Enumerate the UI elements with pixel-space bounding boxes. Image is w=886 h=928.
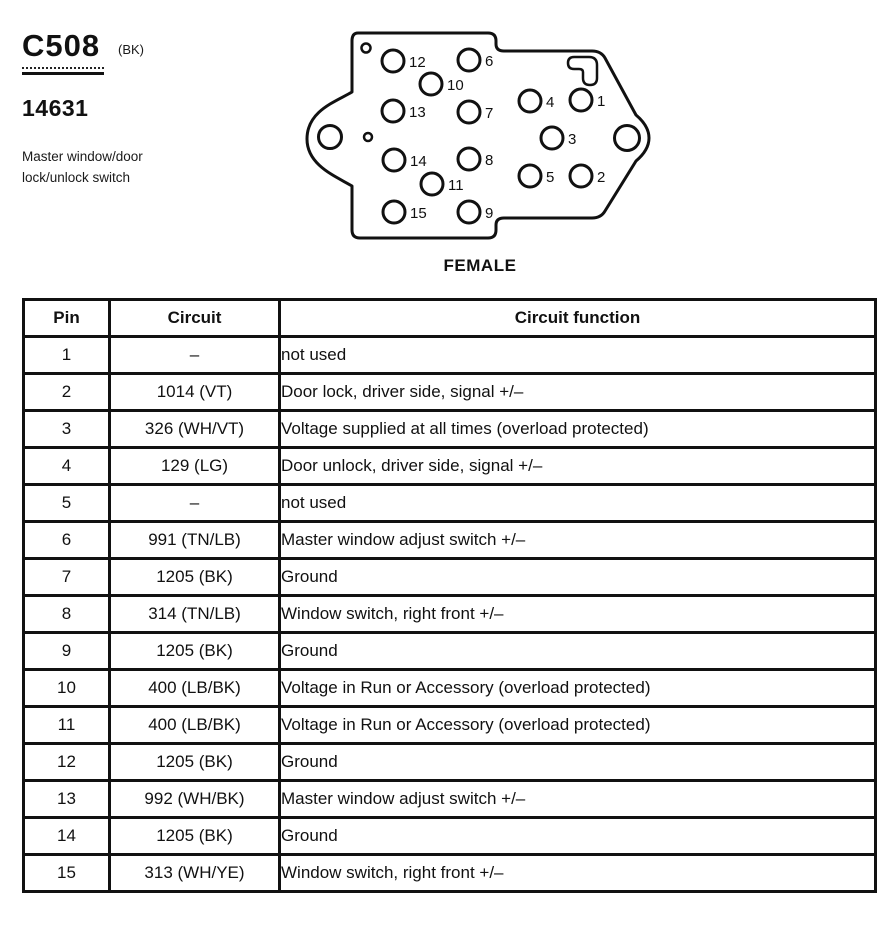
function-cell: Ground (280, 559, 876, 596)
description-line-2: lock/unlock switch (22, 170, 131, 185)
function-cell: Ground (280, 818, 876, 855)
circuit-cell: 313 (WH/YE) (110, 855, 280, 892)
table-row (24, 855, 876, 892)
circuit-cell: 400 (LB/BK) (110, 707, 280, 744)
pin-cell: 3 (24, 411, 110, 448)
pin-11-hole (421, 173, 443, 195)
circuit-cell: 992 (WH/BK) (110, 781, 280, 818)
pin-14-label: 14 (410, 153, 427, 170)
circuit-cell: 1014 (VT) (110, 374, 280, 411)
pin-9-label: 9 (485, 205, 494, 222)
pin-7-hole (458, 101, 480, 123)
alignment-hole-top (362, 44, 371, 53)
table-row (24, 596, 876, 633)
alignment-hole-mid (364, 133, 372, 141)
function-cell: Master window adjust switch +/– (280, 781, 876, 818)
pin-cell: 6 (24, 522, 110, 559)
table-row (24, 559, 876, 596)
description-line-1: Master window/door (22, 149, 143, 164)
connector-description (22, 146, 143, 188)
connector-id: C508 (22, 28, 101, 63)
pin-1-label: 1 (597, 93, 606, 110)
connector-id-underline (22, 67, 104, 75)
pin-8-label: 8 (485, 152, 494, 169)
function-cell: Voltage in Run or Accessory (overload protected) (280, 707, 876, 744)
pin-3-label: 3 (568, 131, 577, 148)
circuit-cell: 314 (TN/LB) (110, 596, 280, 633)
pin-9-hole (458, 201, 480, 223)
function-cell: Door lock, driver side, signal +/– (280, 374, 876, 411)
table-row (24, 781, 876, 818)
pin-1-hole (570, 89, 592, 111)
table-row (24, 374, 876, 411)
pinout-table (22, 298, 877, 893)
pin-cell: 5 (24, 485, 110, 522)
pin-15-label: 15 (410, 205, 427, 222)
column-header-circuit-function: Circuit function (280, 300, 876, 337)
pin-6-hole (458, 49, 480, 71)
table-row (24, 485, 876, 522)
pin-12-label: 12 (409, 54, 426, 71)
pin-5-hole (519, 165, 541, 187)
pin-5-label: 5 (546, 169, 555, 186)
circuit-cell: 326 (WH/VT) (110, 411, 280, 448)
table-row (24, 633, 876, 670)
pin-11-label: 11 (448, 177, 464, 194)
function-cell: not used (280, 485, 876, 522)
part-number: 14631 (22, 95, 89, 121)
circuit-cell: 1205 (BK) (110, 818, 280, 855)
pin-cell: 2 (24, 374, 110, 411)
pin-cell: 13 (24, 781, 110, 818)
table-row (24, 522, 876, 559)
mounting-hole-left (319, 126, 342, 149)
table-row (24, 707, 876, 744)
table-row (24, 337, 876, 374)
circuit-cell: 129 (LG) (110, 448, 280, 485)
function-cell: Door unlock, driver side, signal +/– (280, 448, 876, 485)
pin-cell: 12 (24, 744, 110, 781)
pin-10-label: 10 (447, 77, 464, 94)
table-row (24, 411, 876, 448)
function-cell: Window switch, right front +/– (280, 855, 876, 892)
circuit-cell: 1205 (BK) (110, 633, 280, 670)
mounting-hole-right (615, 126, 640, 151)
pin-14-hole (383, 149, 405, 171)
function-cell: Ground (280, 633, 876, 670)
table-row (24, 818, 876, 855)
pin-7-label: 7 (485, 105, 494, 122)
pin-cell: 10 (24, 670, 110, 707)
pin-cell: 7 (24, 559, 110, 596)
pin-cell: 1 (24, 337, 110, 374)
pin-10-hole (420, 73, 442, 95)
function-cell: Voltage in Run or Accessory (overload protected) (280, 670, 876, 707)
circuit-cell: 1205 (BK) (110, 744, 280, 781)
table-row (24, 744, 876, 781)
column-header-circuit: Circuit (110, 300, 280, 337)
pin-cell: 11 (24, 707, 110, 744)
pin-cell: 8 (24, 596, 110, 633)
pin-4-label: 4 (546, 94, 555, 111)
pin-cell: 15 (24, 855, 110, 892)
pin-15-hole (383, 201, 405, 223)
connector-gender-label: FEMALE (443, 256, 517, 275)
pin-2-label: 2 (597, 169, 606, 186)
column-header-pin: Pin (24, 300, 110, 337)
pin-13-label: 13 (409, 104, 426, 121)
pin-3-hole (541, 127, 563, 149)
function-cell: not used (280, 337, 876, 374)
pin-cell: 9 (24, 633, 110, 670)
function-cell: Window switch, right front +/– (280, 596, 876, 633)
pin-12-hole (382, 50, 404, 72)
circuit-cell: 1205 (BK) (110, 559, 280, 596)
function-cell: Voltage supplied at all times (overload protected) (280, 411, 876, 448)
pin-cell: 14 (24, 818, 110, 855)
table-row (24, 448, 876, 485)
pin-cell: 4 (24, 448, 110, 485)
connector-face-diagram (290, 25, 660, 247)
circuit-cell: – (110, 337, 280, 374)
pin-13-hole (382, 100, 404, 122)
pin-2-hole (570, 165, 592, 187)
pin-8-hole (458, 148, 480, 170)
circuit-cell: 400 (LB/BK) (110, 670, 280, 707)
connector-color-code: (BK) (118, 42, 144, 57)
function-cell: Ground (280, 744, 876, 781)
pin-6-label: 6 (485, 53, 494, 70)
pin-4-hole (519, 90, 541, 112)
table-header-row (24, 300, 876, 337)
function-cell: Master window adjust switch +/– (280, 522, 876, 559)
circuit-cell: – (110, 485, 280, 522)
table-row (24, 670, 876, 707)
circuit-cell: 991 (TN/LB) (110, 522, 280, 559)
